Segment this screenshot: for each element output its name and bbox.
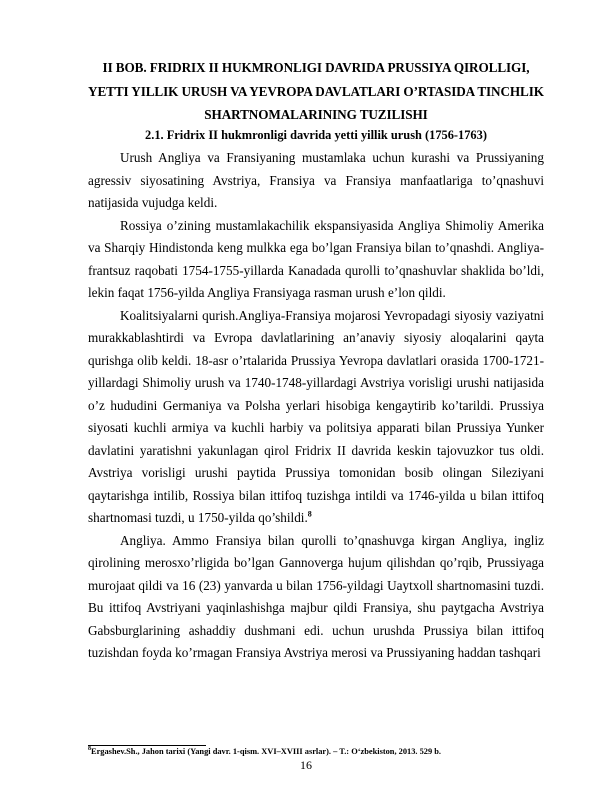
footnote-marker: 8 [88, 746, 91, 753]
paragraph [88, 305, 544, 530]
page-number: 16 [300, 758, 312, 772]
body-text [88, 147, 544, 665]
chapter-title: II BOB. FRIDRIX II HUKMRONLIGI DAVRIDA PRUSSIYA QIROLLIGI, YETTI YILLIK URUSH VA YEVROPA DAVLATLARI O’RTASIDA TINCHLIK SHARTNOMALARINING TUZILISHI [88, 60, 544, 123]
section-title: 2.1. Fridrix II hukmronligi davrida yetti yillik urush (1756-1763) [145, 128, 487, 142]
paragraph: Rossiya o’zining mustamlakachilik ekspansiyasida Angliya Shimoliy Amerika va Sharqiy Hindistonda keng mulkka ega bo’lgan Fransiya bilan to’qnashdi. Angliya-frantsuz raqobati 1754-1755-yillarda Kanadada qurolli to’qnashuvlar shaklida bo’ldi, lekin faqat 1756-yilda Angliya Fransiyaga rasman urush e’lon qildi. [88, 217, 544, 300]
footnote-reference[interactable]: 8 [307, 509, 312, 519]
footnote [88, 746, 544, 758]
paragraph: Urush Angliya va Fransiyaning mustamlaka uchun kurashi va Prussiyaning agressiv siyosatining Avstriya, Fransiya va Fransiya manfaatlariga to’qnashuvi natijasida vujudga keldi. [88, 150, 544, 210]
paragraph-text: Koalitsiyalarni qurish.Angliya-Fransiya mojarosi Yevropadagi siyosiy vaziyatni murakkablashtirdi va Evropa davlatlarining an’anaviy siyosiy aloqalarini qayta qurishga olib keldi. 18-asr o’rtalarida Prussiya Yevropa davlatlari orasida 1700-1721-yillardagi Shimoliy urush va 1740-1748-yillardagi Avstriya vorisligi urushi natijasida o’z hududini Germaniya va Polsha yerlari hisobiga kengaytirib ko’tarildi. Prussiya siyosati kuchli armiya va kuchli harbiy va politsiya apparati bilan Prussiya Yunker davlatini yaratishni yakunlagan qirol Fridrix II davrida keskin tajovuzkor tus oldi. Avstriya vorisligi urushi paytida Prussiya tomonidan bosib olingan Sileziyani qaytarishga intilib, Rossiya bilan ittifoq tuzishga intildi va 1746-yilda u bilan ittifoq shartnomasi tuzdi, u 1750-yilda qo’shildi. [88, 307, 544, 525]
paragraph: Angliya. Ammo Fransiya bilan qurolli to’qnashuvga kirgan Angliya, ingliz qirolining merosxo’rligida bo’lgan Gannoverga hujum qilishdan qo’rqib, Prussiyaga murojaat qildi va 16 (23) yanvarda u bilan 1756-yildagi Uaytxoll shartnomasini tuzdi. Bu ittifoq Avstriyani yaqinlashishga majbur qildi Fransiya, shu paytgacha Avstriya Gabsburglarining ashaddiy dushmani edi. uchun urushda Prussiya bilan ittifoq tuzishdan foyda ko’rmagan Fransiya Avstriya merosi va Prussiyaning haddan tashqari [88, 532, 544, 660]
footnote-text: Ergashev.Sh., Jahon tarixi (Yangi davr. 1-qism. XVI–XVIII asrlar). – T.: O‘zbekiston, 2013. 529 b. [91, 747, 441, 756]
